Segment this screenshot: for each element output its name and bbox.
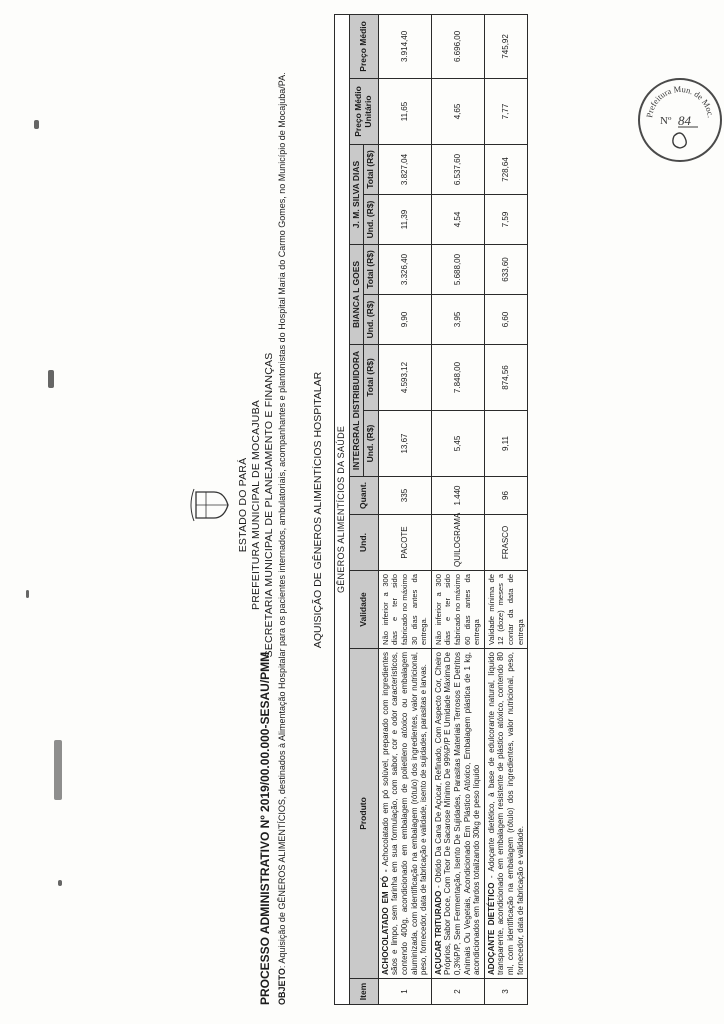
cell-quant: 335 [378,477,431,515]
cell-s1-total: 4.593,12 [378,345,431,411]
cell-avg-unit: 11,65 [378,79,431,145]
objeto-text: : Aquisição de GÊNEROS ALIMENTÍCIOS, destinados à Alimentação Hospitalar para os pacientes internados, ambulatoriais, acompanhantes e plantonistas do Hospital Maria do Carmo Gomes, no Município de Mocajuba/PA. [277,72,287,969]
cell-s1-unit: 5,45 [431,411,484,477]
table-section-row [335,14,350,1004]
cell-item: 1 [378,979,431,1005]
cell-avg-unit: 7,77 [484,79,527,145]
objeto-paragraph [276,15,288,1005]
cell-item: 2 [431,979,484,1005]
stamp-seal-graphic [640,80,720,160]
cell-validade: Não inferior a 300 dias e ter sido fabricado no máximo 30 dias antes da entrega. [378,571,431,649]
product-desc: - Obtido Da Cana De Açúcar, Refinado, Com Aspecto Cor, Cheiro Próprios, Sabor Doce, Com Teor De Sacarose Mínimo De 99%P/P E Umidade Máxima De 0,3%P/P, Sem Fermentação, Isento De Sujidades, Parasitas Materiais Terrosos E Detritos Animais Ou Vegetais, Acondicionado Em Plástico Atóxico, Embalagem plástica de 1 kg, acondicionados em fardos totalizando 30kg de peso líquido [433,652,482,975]
cell-produto [378,649,431,979]
header-s3-unit: Und. (R$) [364,195,379,245]
scan-speck [54,740,62,800]
product-desc: Achocolatado em pó solúvel, preparado com ingredientes sãos e limpo, sem farinha em sua formulação, com sabor, cor e odor característicos, contendo 400g, acondicionado em embalagem de polietileno atóxico ou embalagem aluminizada, com identificação na embalagem (rótulo) dos ingredientes, valor nutricional, peso, fornecedor, data de fabricação e validade, isento de sujidades, parasitas e larvas. [380,651,429,975]
cell-s3-unit: 4,54 [431,195,484,245]
cell-s1-unit: 9,11 [484,411,527,477]
section-title: GÊNEROS ALIMENTÍCIOS DA SAÚDE [335,14,350,1004]
cell-item: 3 [484,979,527,1005]
table-title: AQUISIÇÃO DE GÊNEROS ALIMENTÍCIOS HOSPITALAR [312,371,324,649]
cell-quant: 1.440 [431,477,484,515]
header-supplier-3: J. M. SILVA DIAS [349,145,364,245]
cell-s3-total: 6.537,60 [431,145,484,195]
cell-s1-total: 7.848,00 [431,345,484,411]
coat-of-arms-icon [190,488,230,522]
scan-speck [48,370,54,388]
header-und: Und. [349,515,378,571]
cell-s3-unit: 11,39 [378,195,431,245]
cell-und: QUILOGRAMA [431,515,484,571]
stamp-page-number: 84 [678,113,691,128]
header-s2-total: Total (R$) [364,245,379,295]
scan-speck [26,590,29,598]
cell-s3-total: 3.827,04 [378,145,431,195]
price-table [334,14,528,1005]
cell-s1-total: 874,56 [484,345,527,411]
header-avg-unit: Preço Médio Unitário [349,79,378,145]
scan-speck [58,880,62,886]
product-name: ACHOCOLATADO EM PÓ - [380,869,390,975]
header-supplier-1: INTERGRAL DISTRIBUIDORA [349,345,364,477]
cell-produto [484,649,527,979]
document-header [190,335,276,675]
header-produto: Produto [349,649,378,979]
cell-s3-unit: 7,59 [484,195,527,245]
cell-validade: Não inferior a 300 dias e ter sido fabricado no máximo 60 dias antes da entrega [431,571,484,649]
cell-s2-total: 3.326,40 [378,245,431,295]
header-s1-unit: Und. (R$) [364,411,379,477]
scan-speck [34,120,39,129]
cell-und: PACOTE [378,515,431,571]
cell-s2-unit: 3,95 [431,295,484,345]
header-avg-price: Preço Médio [349,14,378,78]
cell-avg-unit: 4,65 [431,79,484,145]
document-page [190,5,670,1005]
table-row [431,14,484,1004]
cell-avg-price: 745,92 [484,14,527,78]
product-name: AÇUCAR TRITURADO [433,890,443,975]
stamp-num-label: Nº [660,115,672,127]
cell-s2-unit: 9,90 [378,295,431,345]
header-quant: Quant. [349,477,378,515]
process-title: PROCESSO ADMINISTRATIVO Nº 2019/00.00.000-SESAU/PMM [258,651,272,1005]
header-s1-total: Total (R$) [364,345,379,411]
table-header-row [349,14,364,1004]
city-hall-name: PREFEITURA MUNICIPAL DE MOCAJUBA [250,400,262,611]
stamp-arc-text: Prefeitura Mun. de Moc. [644,83,716,119]
header-item: Item [349,979,378,1005]
cell-und: FRASCO [484,515,527,571]
cell-avg-price: 6.696,00 [431,14,484,78]
cell-avg-price: 3.914,40 [378,14,431,78]
product-name: ADOÇANTE DIETÉTICO [486,882,496,975]
cell-s2-total: 633,60 [484,245,527,295]
state-name: ESTADO DO PARÁ [237,457,249,553]
cell-s2-total: 5.688,00 [431,245,484,295]
cell-s1-unit: 13,67 [378,411,431,477]
table-row [378,14,431,1004]
header-validade: Validade [349,571,378,649]
cell-s3-total: 728,64 [484,145,527,195]
objeto-label: OBJETO [277,968,287,1005]
header-s3-total: Total (R$) [364,145,379,195]
table-row [484,14,527,1004]
stamp-signature [673,133,686,148]
cell-quant: 96 [484,477,527,515]
secretariat-name: SECRETARIA MUNICIPAL DE PLANEJAMENTO E FINANÇAS [263,352,275,658]
cell-produto [431,649,484,979]
header-supplier-2: BIANCA L GOES [349,245,364,345]
city-hall-stamp [638,78,722,162]
cell-s2-unit: 6,60 [484,295,527,345]
header-s2-unit: Und. (R$) [364,295,379,345]
cell-validade: Validade mínima de 12 (doze) meses a contar da data de entrega [484,571,527,649]
product-desc: - Adoçante dietético, à base de edulcorante natural, líquido transparente, acondicionado em embalagem resistente de plástico atóxico, contendo 80 ml, com identificação na embalagem (rótulo) dos ingredientes, valor nutricional, peso, fornecedor, data de fabricação e validade. [486,652,525,975]
